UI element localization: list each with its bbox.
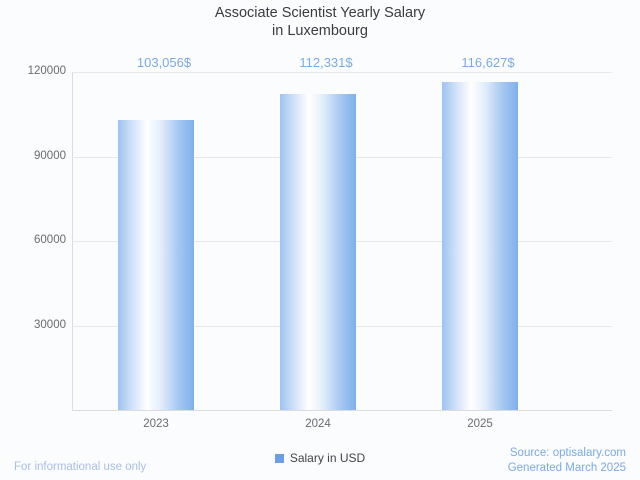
bar-2024[interactable] <box>280 94 356 410</box>
bar-2025[interactable] <box>442 82 518 410</box>
x-tick-label-2023: 2023 <box>143 418 169 430</box>
chart-title <box>0 4 640 40</box>
legend-label-salary[interactable]: Salary in USD <box>289 451 366 465</box>
bar-2023[interactable] <box>118 120 194 410</box>
generated-label: Generated March 2025 <box>507 462 626 474</box>
y-tick-label: 30000 <box>34 318 66 331</box>
chart-title-line-1: Associate Scientist Yearly Salary <box>214 5 426 21</box>
plot-area <box>72 72 612 410</box>
source-info <box>346 446 626 476</box>
y-tick-label: 120000 <box>27 65 66 77</box>
legend-swatch-salary <box>275 454 284 463</box>
y-tick-label: 90000 <box>34 149 66 162</box>
x-tick-label-2024: 2024 <box>305 418 331 430</box>
gridline <box>72 72 612 73</box>
x-axis-line <box>72 410 612 411</box>
informational-notice: For informational use only <box>14 461 147 473</box>
bar-value-label-2023: 103,056$ <box>136 55 192 70</box>
y-axis-tick-labels <box>0 65 66 410</box>
chart-title-line-2: in Luxembourg <box>272 23 368 39</box>
x-tick-label-2025: 2025 <box>467 418 493 430</box>
bar-value-label-2025: 116,627$ <box>461 55 515 70</box>
bar-value-label-2024: 112,331$ <box>299 55 353 70</box>
source-label: Source: optisalary.com <box>509 447 626 459</box>
y-tick-label: 60000 <box>34 234 66 246</box>
